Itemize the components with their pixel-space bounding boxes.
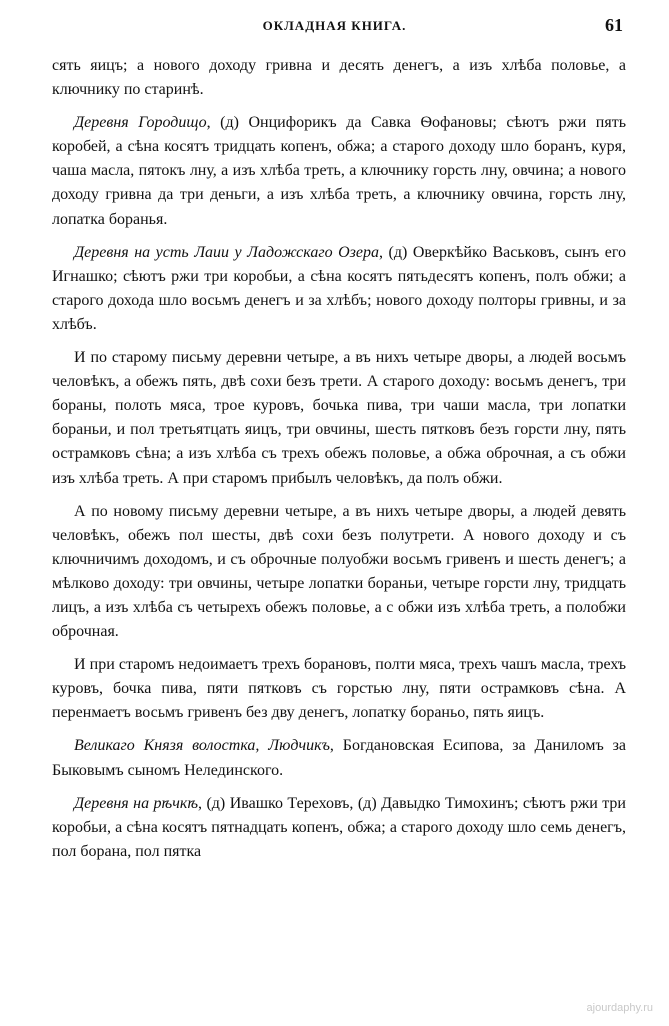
paragraph-7 <box>52 734 626 782</box>
paragraph-2-text: , (д) Онцифорикъ да Савка Ѳофановы; сѣютъ ржи пять коробей, а сѣна косятъ тридцать копенъ, обжа; а старого доходу шло боранъ, куря, чаша масла, пятокъ лну, а изъ хлѣба треть, а ключнику горсть лну, овчина; а нового доходу гривна да три деньги, а изъ хлѣба треть, а ключнику овчина, горсть лну, лопатка боранья. <box>52 114 626 228</box>
paragraph-7-heading: Великаго Князя волостка, Людчикъ <box>74 737 330 755</box>
paragraph-7-text: , Богдановская Есипова, за Даниломъ за Быковымъ сыномъ Нелединского. <box>52 737 626 779</box>
paragraph-3-text: , (д) Оверкѣйко Васьковъ, сынъ его Игнашко; сѣютъ ржи три коробьи, а сѣна косятъ пятьдесятъ копенъ, полъ обжи; а старого дохода шло восьмъ денегъ и за хлѣбъ; нового доходу полторы гривны, и за хлѣбъ. <box>52 243 626 333</box>
paragraph-6 <box>52 653 626 725</box>
running-header: ОКЛАДНАЯ КНИГА. <box>262 18 407 33</box>
paragraph-4 <box>52 346 626 491</box>
watermark: ajourdaphy.ru <box>586 1002 653 1014</box>
paragraph-1-text: сять яицъ; а нового доходу гривна и десять денегъ, а изъ хлѣба половье, а ключнику по старинѣ. <box>52 57 626 99</box>
paragraph-5 <box>52 500 626 645</box>
paragraph-3 <box>52 241 626 337</box>
body-text <box>52 54 626 864</box>
paragraph-8-text: , (д) Ивашко Тереховъ, (д) Давыдко Тимохинъ; сѣютъ ржи три коробьи, а сѣна косятъ пятнадцать копенъ, обжа; а старого доходу шло семь денегъ, пол борана, пол пятка <box>52 794 626 860</box>
paragraph-5-text: А по новому письму деревни четыре, а въ нихъ четыре дворы, а людей девять человѣкъ, обежъ пол шесты, двѣ сохи безъ полутрети. А нового доходу и съ ключничимъ доходомъ, и съ оброчные полуобжи восьмъ гривенъ и шесть денегъ; а мѣлково доходу: три овчины, четыре лопатки бораньи, четыре горсти лну, тридцать лицъ, а изъ хлѣба съ четырехъ обежъ половье, а с обжи изъ хлѣба треть, а полобжи оброчная. <box>52 502 626 641</box>
paragraph-6-text: И при старомъ недоимаетъ трехъ борановъ, полти мяса, трехъ чашъ масла, трехъ куровъ, бочка пива, пяти пятковъ съ горстью лну, пяти острамковъ сѣна. А перенмаетъ восьмъ гривенъ без дву денегъ, лопатку бораньо, пять яицъ. <box>52 656 626 722</box>
paragraph-2 <box>52 111 626 231</box>
page-number: 61 <box>605 15 623 35</box>
paragraph-1 <box>52 54 626 102</box>
paragraph-4-text: И по старому письму деревни четыре, а въ нихъ четыре дворы, а людей восьмъ человѣкъ, а обежъ пять, двѣ сохи безъ трети. А старого доходу: восьмъ денегъ, три бораны, полоть мяса, трое куровъ, бочька пива, три чаши масла, три лопатки бораньи, и пол третьятцать яицъ, три овчины, шесть пятковъ безъ горсти лну, пять острамковъ сѣна; а изъ хлѣба съ трехъ обежъ половье, а обжа оброчная, а съ обжи изъ хлѣба треть. А при старомъ прибылъ человѣкъ, да полъ обжи. <box>52 349 626 487</box>
paragraph-8 <box>52 792 626 864</box>
paragraph-8-heading: Деревня на рѣчкѣ <box>74 794 198 812</box>
paragraph-3-heading: Деревня на усть Лаuи у Ладожскаго Озера <box>74 243 380 261</box>
paragraph-2-heading: Деревня Городищо <box>74 114 207 132</box>
